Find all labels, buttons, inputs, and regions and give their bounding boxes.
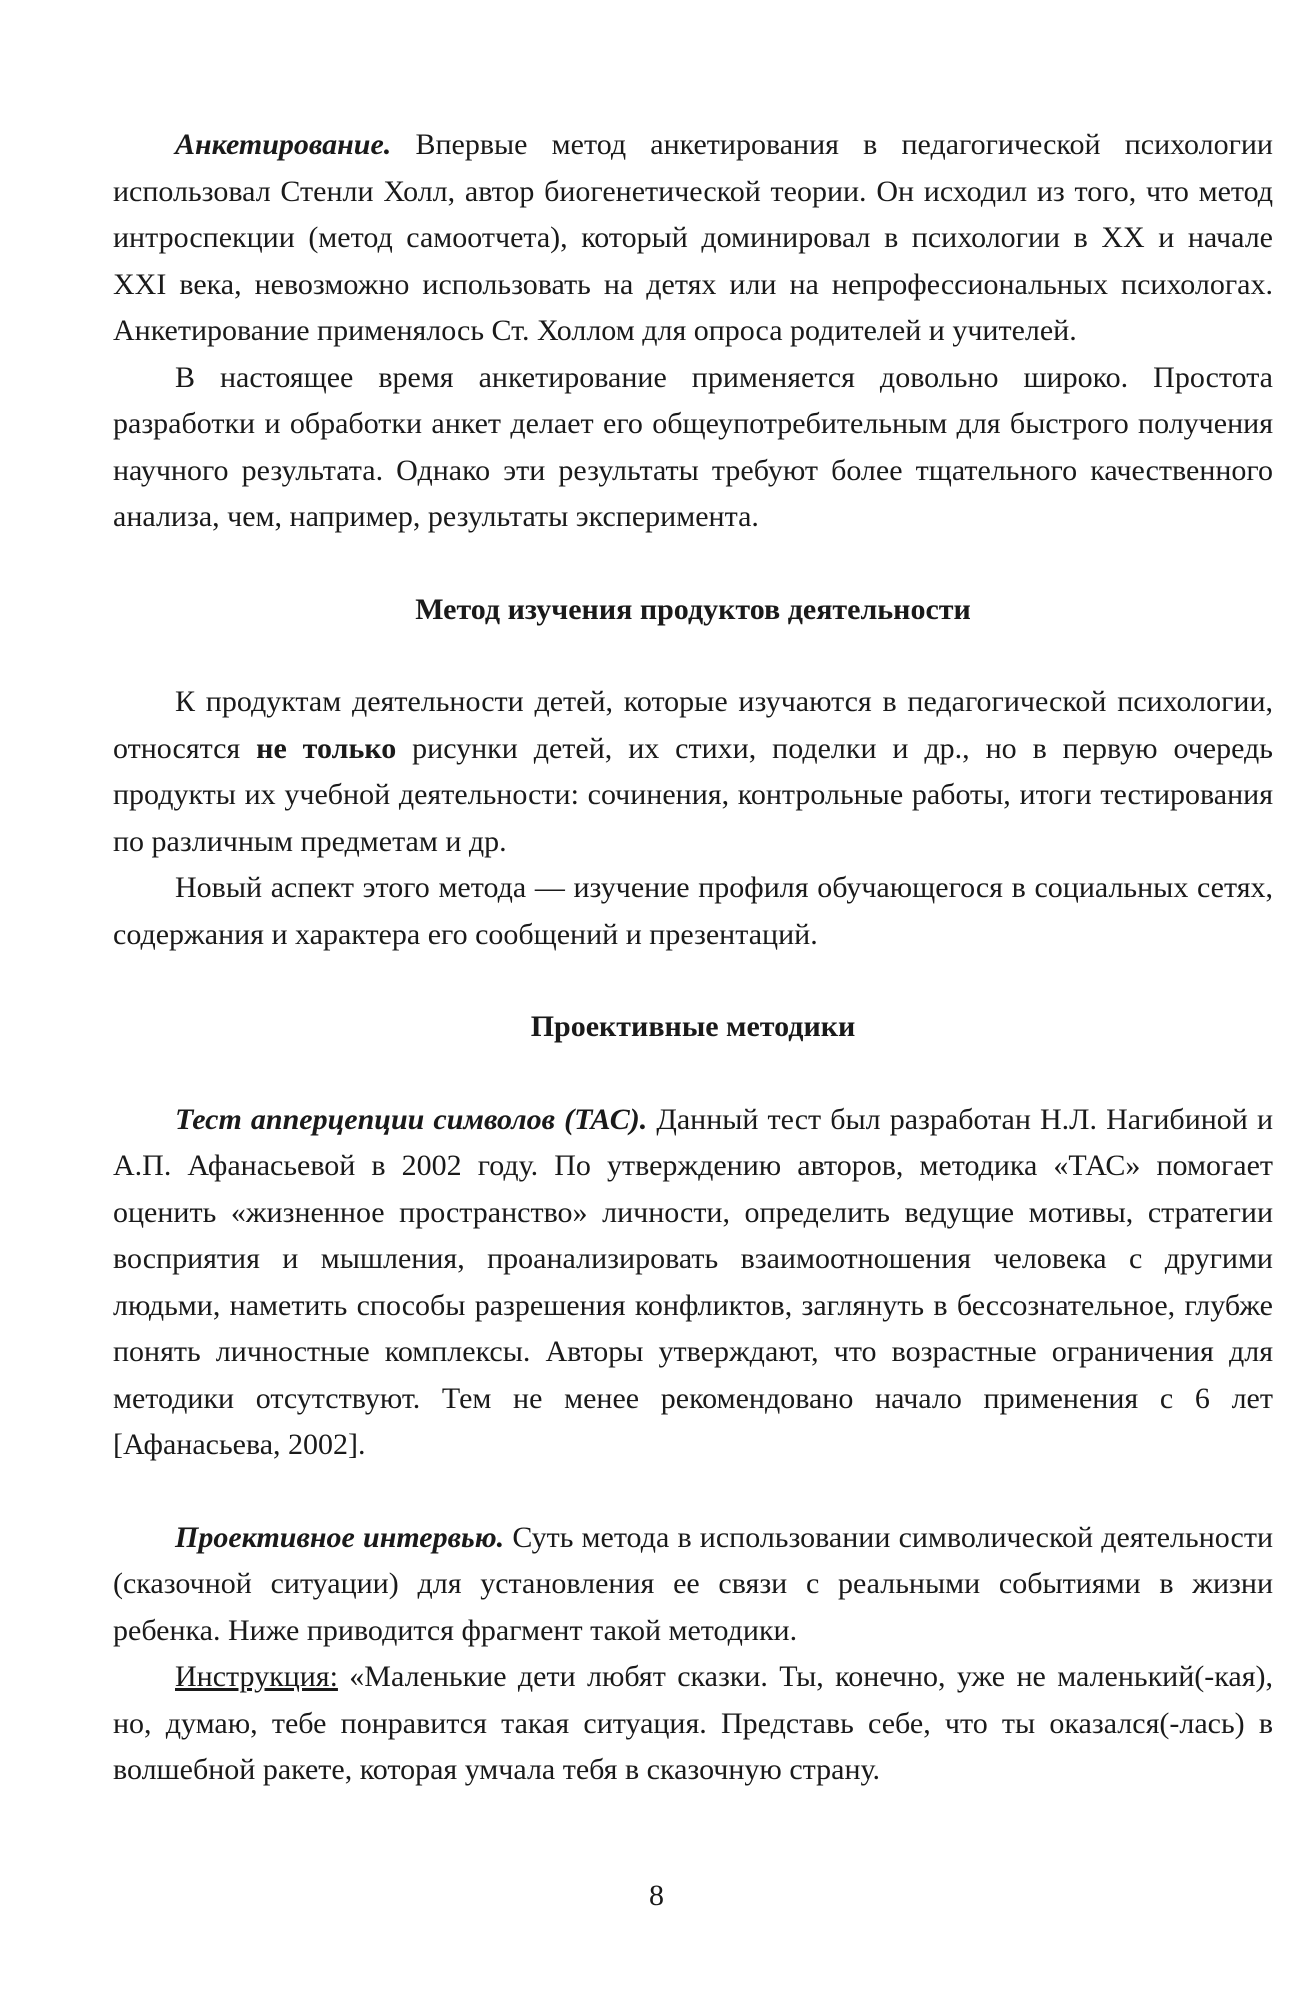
paragraph-tas-text: Данный тест был разработан Н.Л. Нагибиной и А.П. Афанасьевой в 2002 году. По утверждению авторов, методика «ТАС» помогает оценить «жизненное пространство» личности, определить ведущие мотивы, стратегии восприятия и мышления, проанализировать взаимоотношения человека с другими людьми, наметить способы разрешения конфликтов, заглянуть в бессознательное, глубже понять личностные комплексы. Авторы утверждают, что возрастные ограничения для методики отсутствуют. Тем не менее рекомендовано начало применения с 6 лет [Афанасьева, 2002].: [113, 1102, 1273, 1461]
section-heading-projective: Проективные методики: [530, 1010, 856, 1043]
paragraph-instruction-text: «Маленькие дети любят сказки. Ты, конечно, уже не маленький(-кая), но, думаю, тебе понравится такая ситуация. Представь себе, что ты оказался(-лась) в волшебной ракете, которая умчала тебя в сказочную страну.: [113, 1660, 1273, 1786]
paragraph-interview: [113, 1515, 1273, 1655]
term-tas: Тест апперцепции символов (ТАС).: [175, 1102, 648, 1136]
paragraph-products: [113, 679, 1273, 865]
term-interview: Проективное интервью.: [175, 1520, 505, 1554]
spacer: [113, 1051, 1273, 1097]
instruction-label: Инструкция:: [175, 1660, 338, 1693]
paragraph-instruction: [113, 1654, 1273, 1794]
paragraph-questionnaire-text: Впервые метод анкетирования в педагогической психологии использовал Стенли Холл, автор биогенетической теории. Он исходил из того, что метод интроспекции (метод самоотчета), который доминировал в психологии в XX и начале XXI века, невозможно использовать на детях или на непрофессиональных психологах. Анкетирование применялось Ст. Холлом для опроса родителей и учителей.: [113, 128, 1273, 347]
paragraph-products-before: К продуктам деятельности детей, которые изучаются в педагогической психологии, относятся: [113, 685, 1273, 765]
page-number: 8: [649, 1879, 664, 1912]
paragraph-questionnaire-today-text: В настоящее время анкетирование применяется довольно широко. Простота разработки и обработки анкет делает его общеупотребительным для быстрого получения научного результата. Однако эти результаты требуют более тщательного качественного анализа, чем, например, результаты эксперимента.: [113, 360, 1273, 533]
paragraph-interview-text: Суть метода в использовании символической деятельности (сказочной ситуации) для установления ее связи с реальными событиями в жизни ребенка. Ниже приводится фрагмент такой методики.: [113, 1520, 1273, 1647]
paragraph-questionnaire: [113, 122, 1273, 355]
paragraph-tas: [113, 1097, 1273, 1469]
page-body: [113, 122, 1273, 1794]
spacer: [113, 633, 1273, 679]
paragraph-products-bold: не только: [256, 731, 397, 765]
paragraph-questionnaire-today: [113, 355, 1273, 541]
paragraph-new-aspect-text: Новый аспект этого метода — изучение профиля обучающегося в социальных сетях, содержания и характера его сообщений и презентаций.: [113, 871, 1273, 951]
spacer: [113, 1469, 1273, 1515]
spacer: [113, 541, 1273, 587]
section-heading-products: Метод изучения продуктов деятельности: [415, 592, 971, 626]
term-questionnaire: Анкетирование.: [175, 128, 392, 161]
paragraph-products-after: рисунки детей, их стихи, поделки и др., но в первую очередь продукты их учебной деятельности: сочинения, контрольные работы, итоги тестирования по различным предметам и др.: [113, 731, 1273, 858]
paragraph-new-aspect: [113, 865, 1273, 958]
spacer: [113, 958, 1273, 1004]
